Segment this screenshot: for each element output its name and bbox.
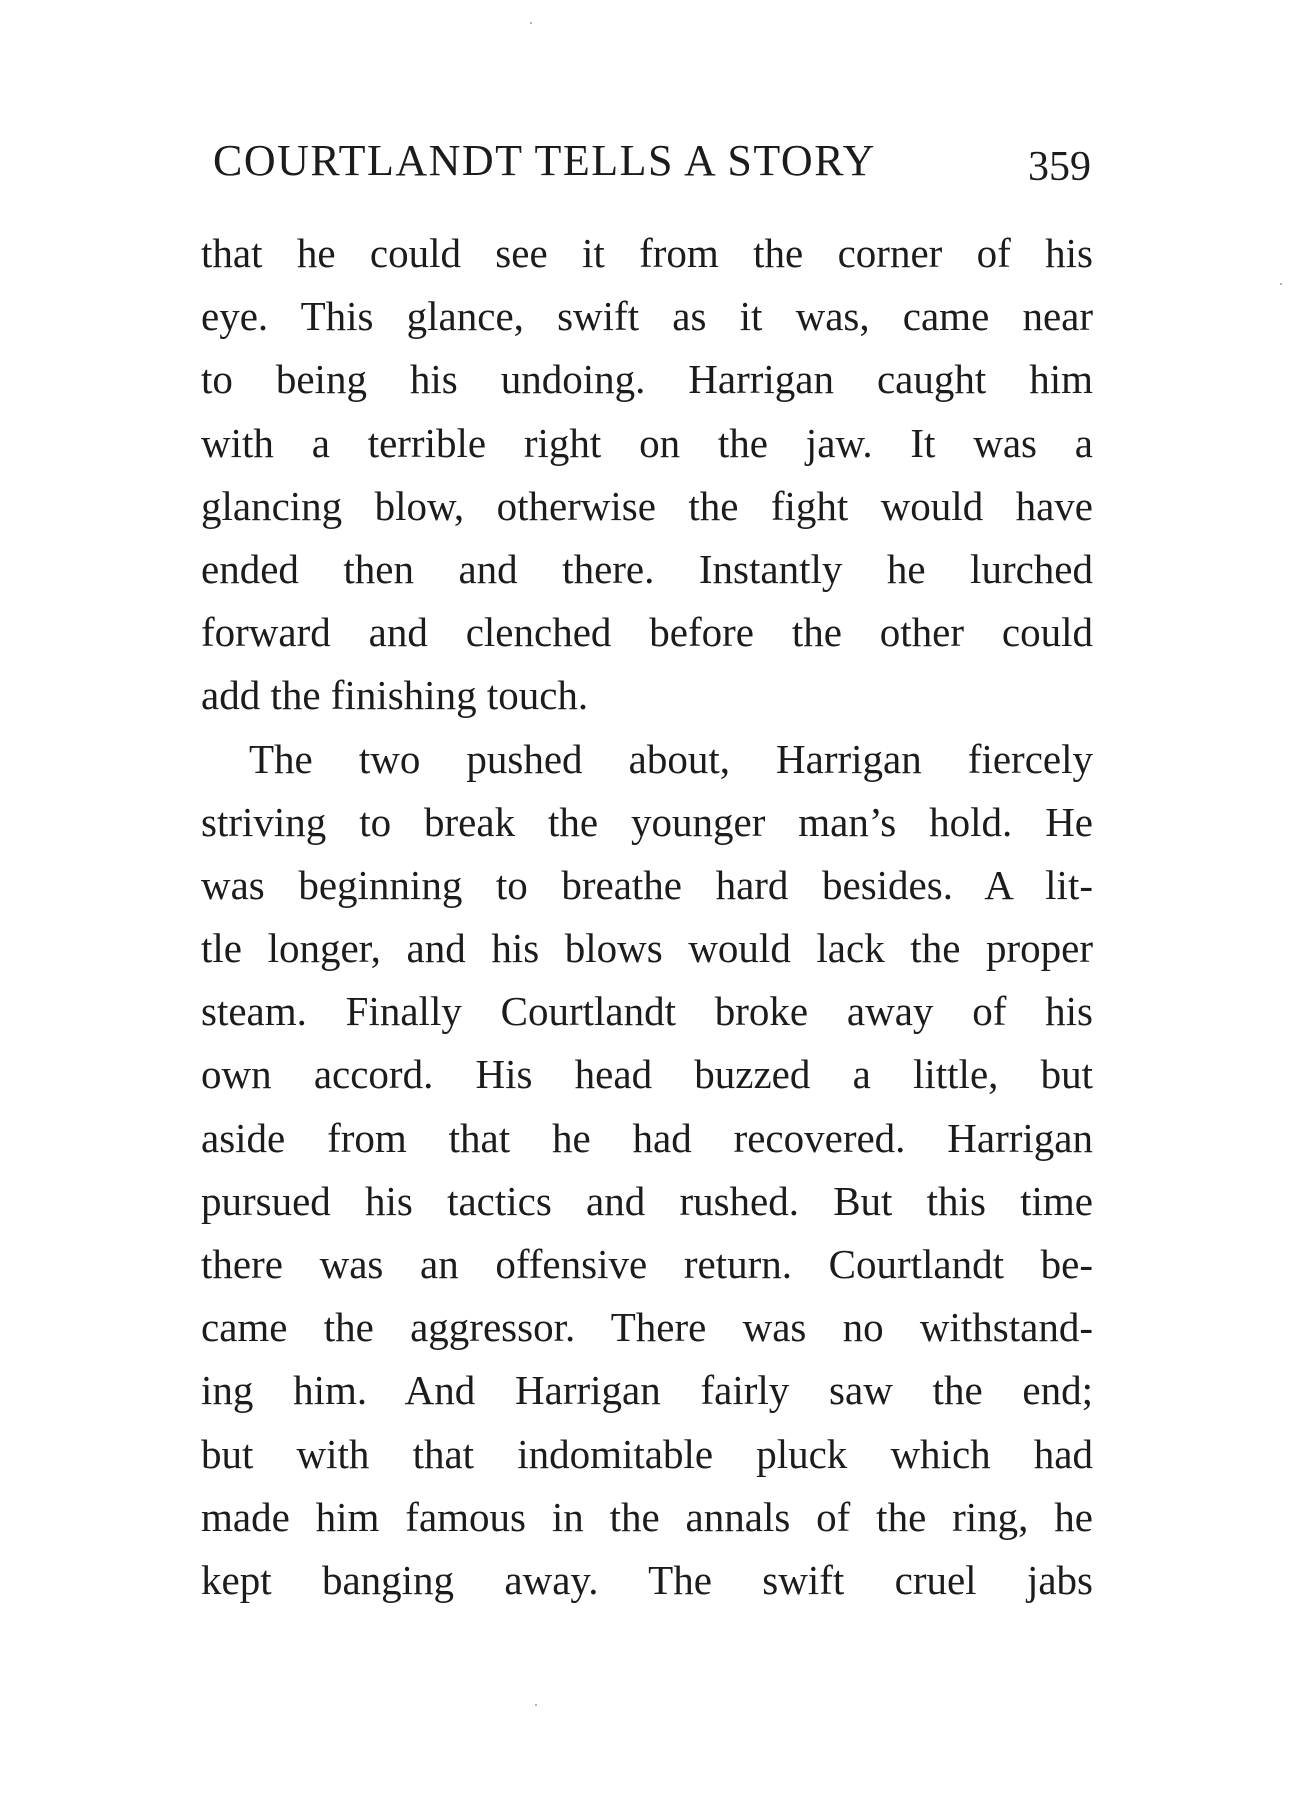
text-line: pursued his tactics and rushed. But this time bbox=[201, 1177, 1093, 1224]
text-line: kept banging away. The swift cruel jabs bbox=[201, 1556, 1093, 1603]
text-line: own accord. His head buzzed a little, but bbox=[201, 1051, 1093, 1098]
text-line: came the aggressor. There was no withstand- bbox=[201, 1304, 1093, 1351]
page-number: 359 bbox=[1028, 144, 1091, 190]
text-line: ing him. And Harrigan fairly saw the end; bbox=[201, 1367, 1093, 1414]
text-line: was beginning to breathe hard besides. A lit- bbox=[201, 861, 1093, 908]
text-line: add the finishing touch. bbox=[201, 672, 589, 719]
text-line: ended then and there. Instantly he lurched bbox=[201, 545, 1093, 592]
running-head bbox=[213, 131, 1091, 191]
text-line: glancing blow, otherwise the fight would have bbox=[201, 482, 1093, 529]
body-text bbox=[201, 222, 1093, 1612]
text-line: forward and clenched before the other could bbox=[201, 609, 1093, 656]
text-line: The two pushed about, Harrigan fiercely bbox=[249, 735, 1093, 782]
text-line: striving to break the younger man’s hold. He bbox=[201, 798, 1093, 845]
text-line: made him famous in the annals of the ring, he bbox=[201, 1493, 1093, 1540]
paper-speck bbox=[1280, 283, 1282, 285]
text-line: but with that indomitable pluck which had bbox=[201, 1430, 1093, 1477]
text-line: that he could see it from the corner of his bbox=[201, 230, 1093, 276]
text-line: tle longer, and his blows would lack the proper bbox=[201, 925, 1093, 972]
paper-speck bbox=[535, 1704, 537, 1706]
paragraph-1 bbox=[201, 222, 1093, 728]
text-line: steam. Finally Courtlandt broke away of his bbox=[201, 988, 1093, 1035]
text-line: there was an offensive return. Courtlandt be- bbox=[201, 1241, 1093, 1287]
text-line: to being his undoing. Harrigan caught him bbox=[201, 356, 1093, 403]
text-line: aside from that he had recovered. Harrigan bbox=[201, 1114, 1093, 1161]
text-line: with a terrible right on the jaw. It was a bbox=[201, 419, 1093, 466]
paragraph-2 bbox=[201, 728, 1093, 1613]
paper-speck bbox=[530, 22, 532, 24]
text-line: eye. This glance, swift as it was, came near bbox=[201, 293, 1093, 340]
chapter-title: COURTLANDT TELLS A STORY bbox=[213, 136, 876, 185]
